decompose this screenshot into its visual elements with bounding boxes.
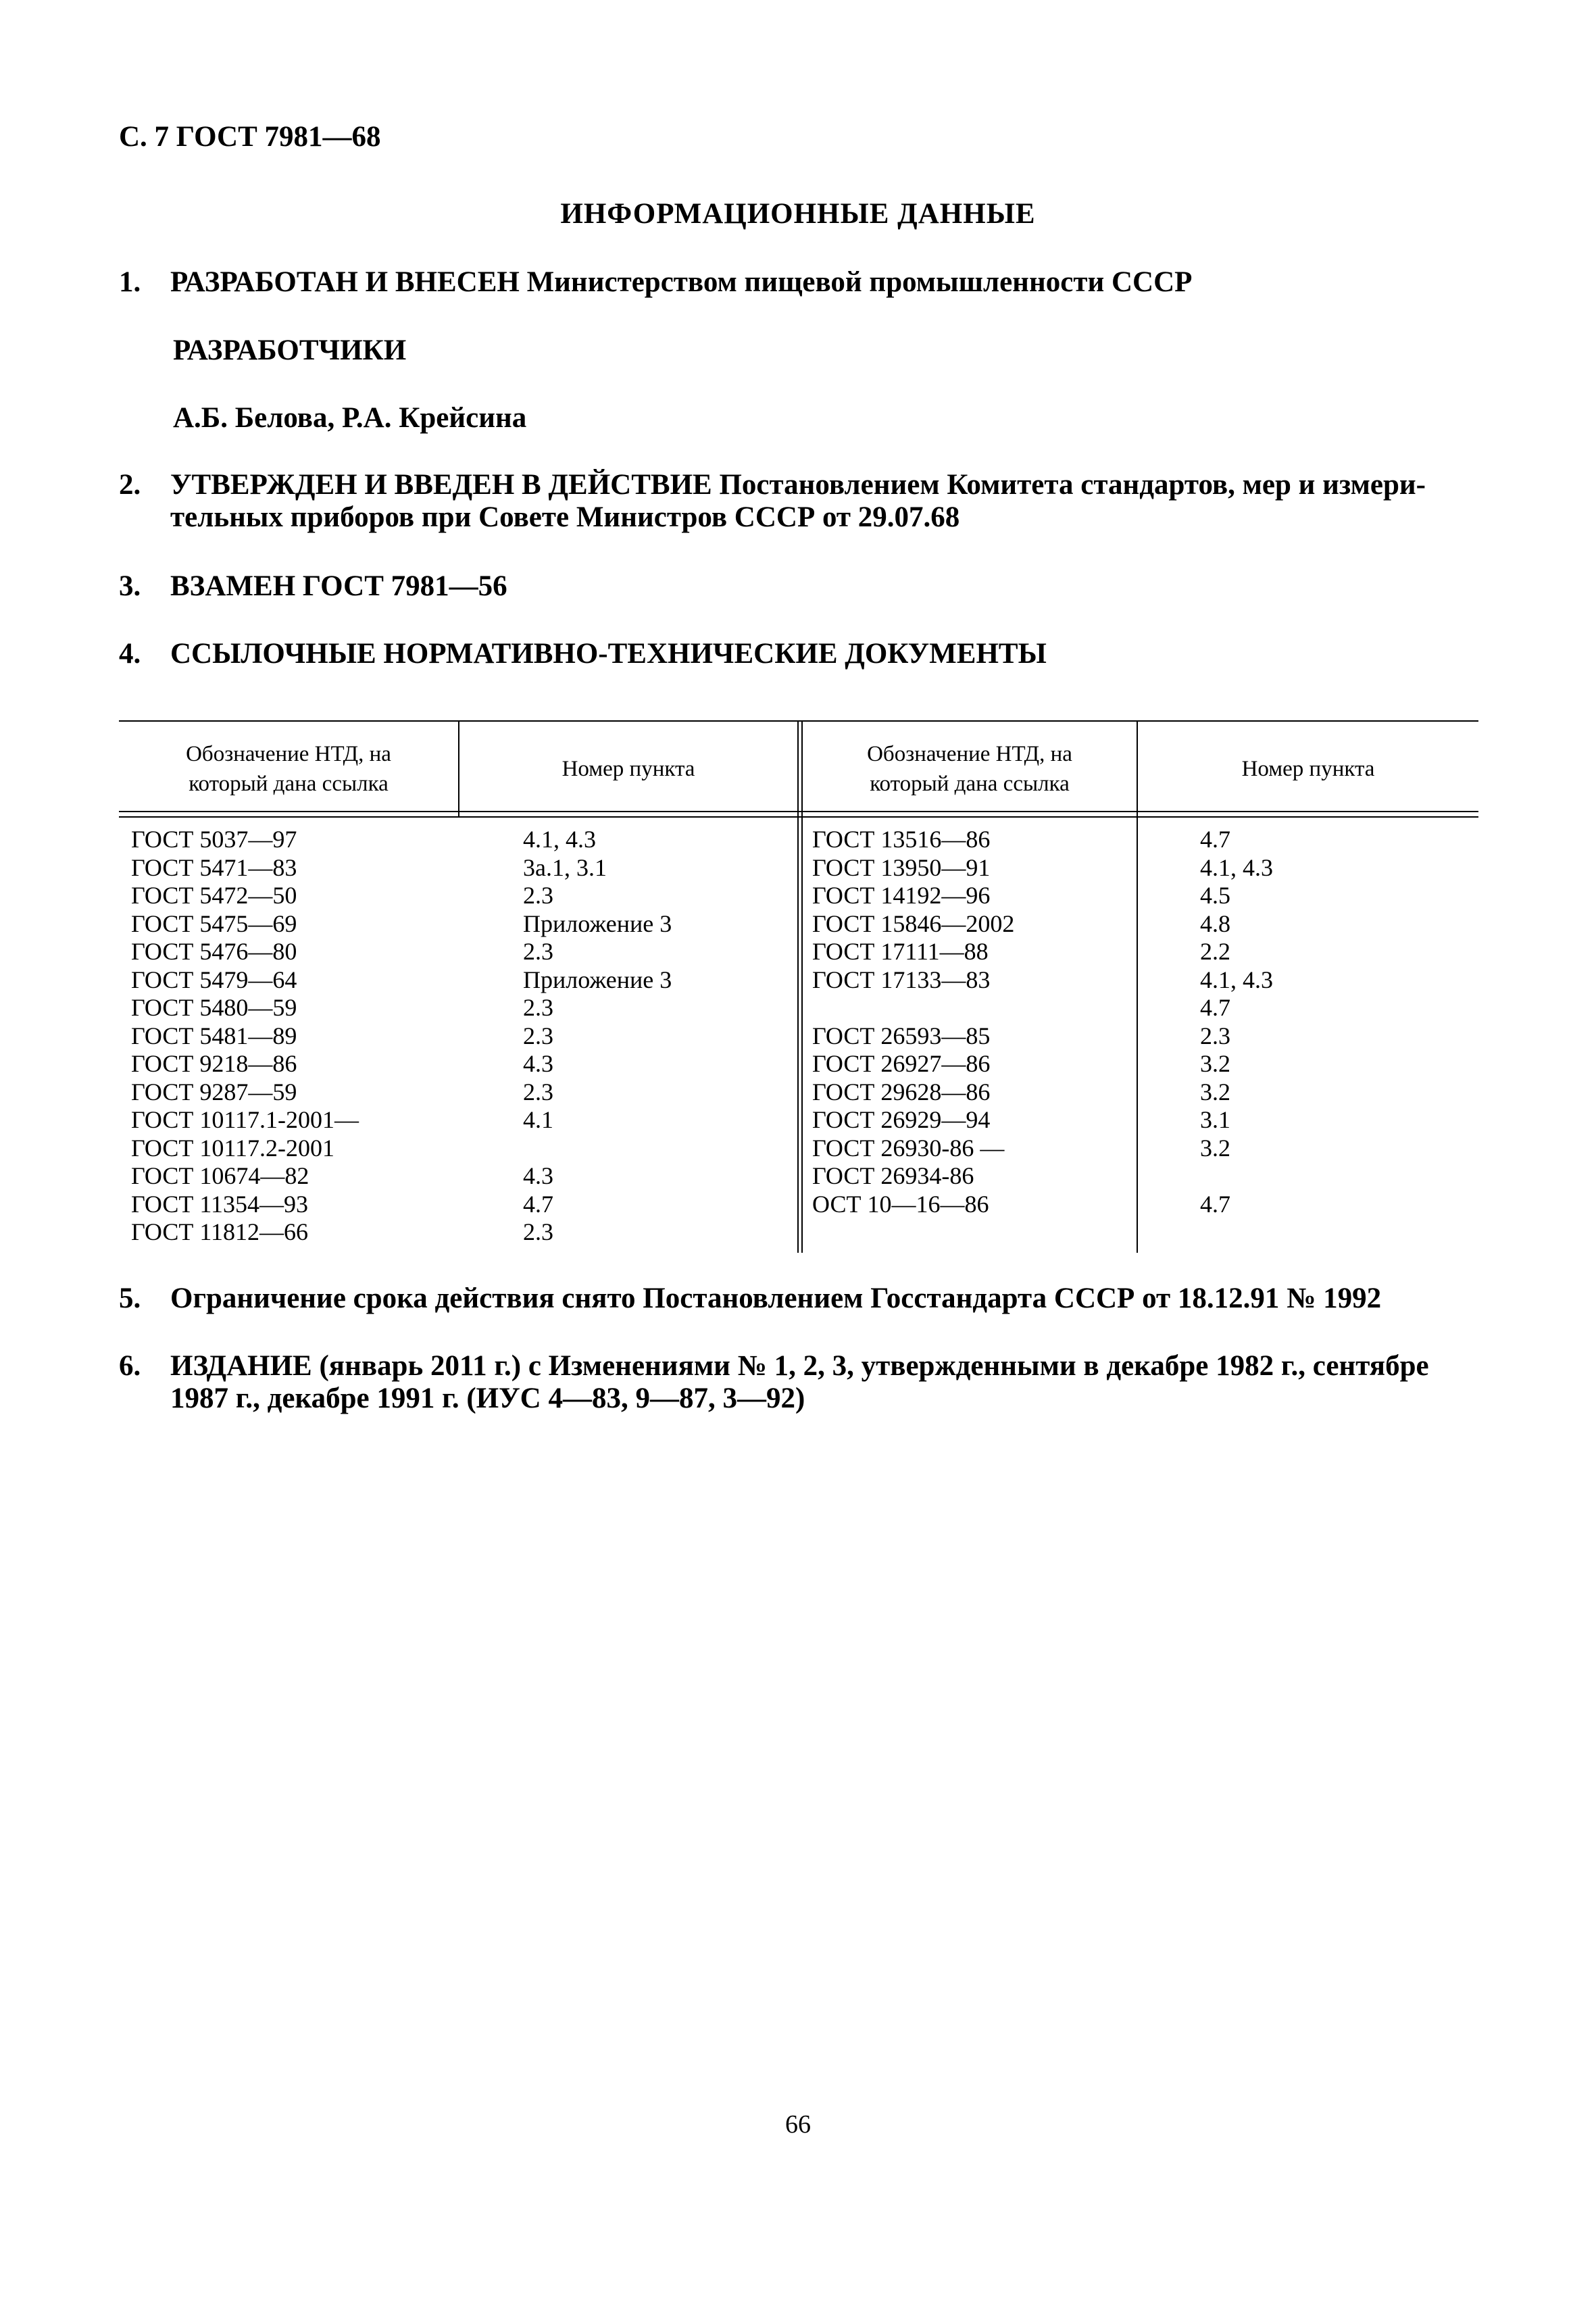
clause-number: 4.7	[1200, 994, 1230, 1021]
ntd-designation: ГОСТ 10117.2-2001	[131, 1134, 335, 1162]
ntd-designation: ГОСТ 11812—66	[131, 1218, 309, 1245]
ntd-designation: ГОСТ 10674—82	[131, 1162, 309, 1189]
section-text: ССЫЛОЧНЫЕ НОРМАТИВНО-ТЕХНИЧЕСКИЕ ДОКУМЕНТЫ	[170, 638, 1047, 670]
clause-number	[523, 1135, 672, 1163]
section-number: 3.	[119, 570, 141, 602]
developers-names: А.Б. Белова, Р.А. Крейсина	[173, 402, 527, 434]
ntd-designation: ГОСТ 11354—93	[131, 1190, 309, 1218]
clause-number: 4.1, 4.3	[523, 826, 596, 853]
clause-number: 3а.1, 3.1	[523, 853, 607, 881]
section-6	[119, 1350, 1477, 1415]
clause-number: 2.3	[523, 938, 553, 965]
ntd-designation: ГОСТ 5475—69	[131, 910, 297, 937]
section-text-line2: 1987 г., декабре 1991 г. (ИУС 4—83, 9—87, 3—92)	[170, 1383, 805, 1414]
ntd-designation: ГОСТ 9218—86	[131, 1050, 297, 1077]
page-number: 66	[785, 2110, 811, 2139]
ntd-designation: ГОСТ 29628—86	[812, 1078, 991, 1105]
header-ntd-left	[119, 739, 458, 799]
clause-number: 4.8	[1200, 910, 1230, 937]
ntd-designation: ГОСТ 26593—85	[812, 1022, 991, 1049]
clause-number: 4.1, 4.3	[1200, 853, 1273, 881]
section-1	[119, 266, 1477, 299]
header-item-left: Номер пункта	[562, 757, 695, 781]
section-text-line1: ИЗДАНИЕ (январь 2011 г.) с Изменениями № 1, 2, 3, утвержденными в декабре 1982 г., сентябре	[170, 1350, 1429, 1382]
section-text-line1: УТВЕРЖДЕН И ВВЕДЕН В ДЕЙСТВИЕ Постановлением Комитета стандартов, мер и измери-	[170, 469, 1426, 501]
column-divider	[1137, 720, 1138, 1253]
developers-label: РАЗРАБОТЧИКИ	[173, 334, 407, 366]
clause-number: 4.3	[523, 1050, 553, 1077]
clause-number: 2.3	[523, 882, 553, 909]
ntd-designation: ГОСТ 13950—91	[812, 853, 991, 881]
ntd-designation: ГОСТ 10117.1-2001—	[131, 1106, 359, 1133]
clause-number: 4.7	[1200, 826, 1230, 853]
ntd-designation: ГОСТ 14192—96	[812, 882, 991, 909]
clause-number: 2.3	[523, 1022, 553, 1049]
clause-number: 2.3	[523, 994, 553, 1021]
section-5	[119, 1283, 1477, 1315]
ntd-designation: ГОСТ 17133—83	[812, 966, 991, 993]
ntd-designation: ГОСТ 13516—86	[812, 826, 991, 853]
page-title: ИНФОРМАЦИОННЫЕ ДАННЫЕ	[560, 198, 1036, 230]
header-text: который дана ссылка	[870, 772, 1070, 796]
right-docs-column	[812, 826, 1014, 1247]
column-divider-center-double	[801, 720, 803, 1253]
clause-number: 4.5	[1200, 882, 1230, 909]
ntd-designation: ГОСТ 26927—86	[812, 1050, 991, 1077]
section-2	[119, 469, 1477, 534]
ntd-designation: ГОСТ 5480—59	[131, 994, 297, 1021]
table-header-rule-double	[119, 816, 1478, 818]
ntd-designation: ГОСТ 5037—97	[131, 826, 297, 853]
clause-number: 2.3	[523, 1218, 553, 1245]
section-number: 1.	[119, 266, 141, 298]
header-text: Обозначение НТД, на	[867, 742, 1072, 766]
ntd-designation: ГОСТ 26929—94	[812, 1106, 991, 1133]
page-ref: С. 7 ГОСТ 7981—68	[119, 121, 381, 153]
clause-number: 3.1	[1200, 1106, 1230, 1133]
clause-number	[1200, 1218, 1273, 1247]
ntd-designation: ГОСТ 15846—2002	[812, 910, 1015, 937]
clause-number: 4.7	[523, 1190, 553, 1218]
section-text: ВЗАМЕН ГОСТ 7981—56	[170, 570, 507, 602]
section-4	[119, 638, 1477, 670]
ntd-designation: ГОСТ 17111—88	[812, 938, 989, 965]
ntd-designation: ГОСТ 5476—80	[131, 938, 297, 965]
ntd-designation: ОСТ 10—16—86	[812, 1190, 989, 1218]
clause-number: Приложение 3	[523, 910, 672, 937]
clause-number: 2.3	[523, 1078, 553, 1105]
ntd-designation: ГОСТ 5479—64	[131, 966, 297, 993]
clause-number: 3.2	[1200, 1134, 1230, 1162]
header-ntd-right	[803, 739, 1137, 799]
section-text-line2: тельных приборов при Совете Министров СССР от 29.07.68	[170, 501, 960, 533]
ntd-designation: ГОСТ 26930-86 —	[812, 1134, 1005, 1162]
section-text: Ограничение срока действия снято Постановлением Госстандарта СССР от 18.12.91 № 1992	[170, 1283, 1382, 1314]
table-top-rule	[119, 720, 1478, 722]
section-number: 6.	[119, 1350, 141, 1382]
section-text: РАЗРАБОТАН И ВНЕСЕН Министерством пищевой промышленности СССР	[170, 266, 1193, 298]
clause-number: Приложение 3	[523, 966, 672, 993]
clause-number: 3.2	[1200, 1050, 1230, 1077]
clause-number: 4.7	[1200, 1190, 1230, 1218]
ntd-designation	[812, 1218, 1014, 1247]
section-number: 2.	[119, 469, 141, 501]
column-divider-center	[797, 720, 799, 1253]
section-3	[119, 570, 1477, 603]
left-items-column	[523, 826, 672, 1247]
ntd-designation: ГОСТ 5472—50	[131, 882, 297, 909]
header-item-right: Номер пункта	[1241, 757, 1375, 781]
clause-number: 2.2	[1200, 938, 1230, 965]
clause-number: 2.3	[1200, 1022, 1230, 1049]
ntd-designation: ГОСТ 9287—59	[131, 1078, 297, 1105]
ntd-designation: ГОСТ 26934-86	[812, 1162, 974, 1189]
right-items-column	[1200, 826, 1273, 1247]
ntd-designation	[812, 994, 1014, 1022]
clause-number: 4.1	[523, 1106, 553, 1133]
reference-table	[119, 720, 1478, 1261]
table-header-rule	[119, 811, 1478, 812]
clause-number	[1200, 1162, 1273, 1191]
ntd-designation: ГОСТ 5471—83	[131, 853, 297, 881]
header-text: который дана ссылка	[189, 772, 389, 796]
ntd-designation: ГОСТ 5481—89	[131, 1022, 297, 1049]
clause-number: 4.3	[523, 1162, 553, 1189]
section-number: 4.	[119, 638, 141, 670]
left-docs-column	[131, 826, 359, 1247]
header-text: Обозначение НТД, на	[186, 742, 391, 766]
clause-number: 4.1, 4.3	[1200, 966, 1273, 993]
clause-number: 3.2	[1200, 1078, 1230, 1105]
section-number: 5.	[119, 1283, 141, 1314]
